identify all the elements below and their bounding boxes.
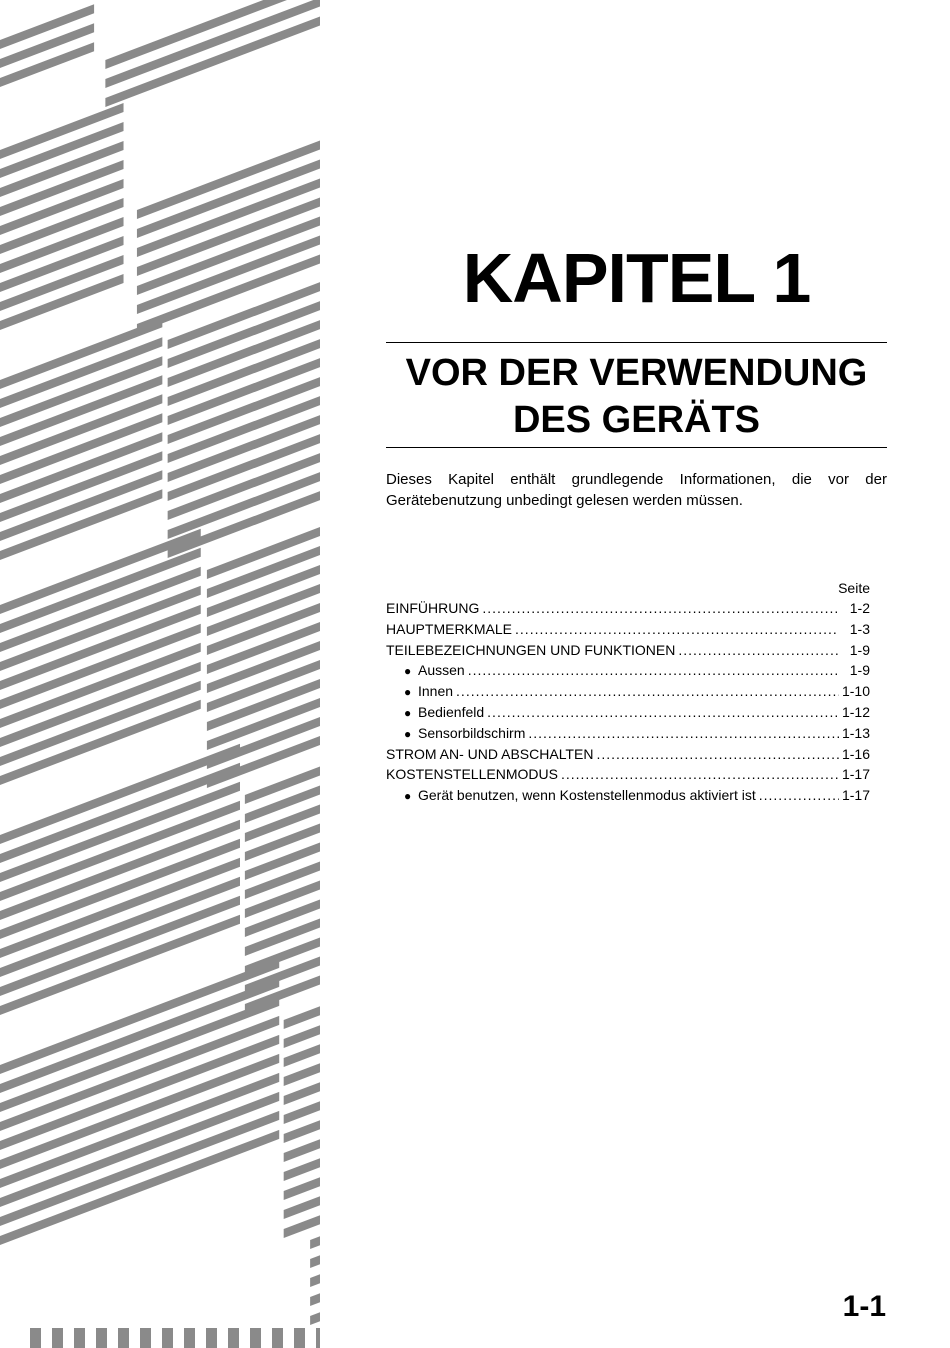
toc-entry-label: Bedienfeld	[418, 703, 485, 720]
stripe-bar	[140, 1328, 151, 1348]
stripe	[137, 235, 320, 314]
toc-entry[interactable]	[386, 704, 870, 725]
subtitle-line-1: VOR DER VERWENDUNG	[405, 352, 868, 394]
toc-entry-page: 1-3	[849, 620, 870, 637]
toc-entry-label: STROM AN- UND ABSCHALTEN	[386, 745, 594, 762]
stripe	[310, 1293, 320, 1306]
stripe-bar	[118, 1328, 129, 1348]
chapter-title: KAPITEL 1	[462, 239, 811, 317]
toc-entry-page: 1-17	[841, 766, 870, 783]
stripe-bar	[294, 1328, 305, 1348]
stripe	[284, 1101, 320, 1124]
toc-entry-page: 1-10	[841, 683, 870, 700]
title-rule-bottom	[386, 447, 887, 448]
toc-entry-label: HAUPTMERKMALE	[386, 620, 513, 637]
stripe	[137, 216, 320, 295]
stripe	[284, 1215, 320, 1238]
stripe	[284, 1025, 320, 1048]
stripe-bar	[162, 1328, 173, 1348]
bullet-icon: ●	[404, 705, 412, 720]
toc-leader-dots	[678, 642, 839, 658]
toc-leader-dots	[456, 683, 839, 699]
subtitle-line-2: DES GERÄTS	[512, 399, 761, 441]
stripe	[284, 1158, 320, 1181]
toc-entry-label: KOSTENSTELLENMODUS	[386, 766, 558, 783]
stripe-bar	[74, 1328, 85, 1348]
toc-entry[interactable]	[386, 621, 870, 642]
toc-leader-dots	[528, 725, 839, 741]
stripe	[284, 1044, 320, 1067]
toc-leader-dots	[596, 746, 839, 762]
toc-page-header: Seite	[838, 580, 870, 596]
stripe	[310, 1236, 320, 1249]
stripe-bar	[206, 1328, 217, 1348]
chapter-intro: Dieses Kapitel enthält grundlegende Informationen, die vor der Gerätebenutzung unbedingt gelesen werden müssen.	[386, 471, 887, 509]
bullet-icon: ●	[404, 789, 412, 804]
toc-entry[interactable]	[386, 746, 870, 767]
toc-entry-label: TEILEBEZEICHNUNGEN UND FUNKTIONEN	[386, 641, 676, 658]
toc-leader-dots	[468, 662, 839, 678]
bullet-icon: ●	[404, 726, 412, 741]
stripe	[284, 1006, 320, 1029]
stripe	[284, 1177, 320, 1200]
stripe-bar	[250, 1328, 261, 1348]
toc-entry[interactable]	[386, 600, 870, 621]
toc-entry[interactable]	[386, 683, 870, 704]
title-rule-top	[386, 342, 887, 343]
toc-entry-label: Aussen	[418, 662, 465, 679]
toc-entry-page: 1-17	[841, 787, 870, 804]
bullet-icon: ●	[404, 664, 412, 679]
toc-entry-page: 1-13	[841, 724, 870, 741]
stripe-bar	[52, 1328, 63, 1348]
stripe	[137, 140, 320, 219]
stripe-bar	[96, 1328, 107, 1348]
stripe	[105, 16, 320, 107]
toc-entry-label: Innen	[418, 683, 454, 700]
toc-leader-dots	[482, 600, 839, 616]
stripe	[137, 178, 320, 257]
toc-leader-dots	[759, 787, 839, 803]
stripe	[284, 1139, 320, 1162]
stripe	[137, 159, 320, 238]
bullet-icon: ●	[404, 685, 412, 700]
toc-entry-label: EINFÜHRUNG	[386, 600, 480, 616]
stripe-bar	[228, 1328, 239, 1348]
stripe	[284, 1196, 320, 1219]
toc-entry-page: 1-2	[849, 600, 870, 616]
stripe	[105, 0, 320, 88]
toc-entry[interactable]	[386, 662, 870, 683]
toc-entry[interactable]	[386, 766, 870, 787]
stripe-bar	[184, 1328, 195, 1348]
stripe-bar	[30, 1328, 41, 1348]
stripe	[310, 1274, 320, 1287]
stripe	[284, 1063, 320, 1086]
stripe-bar	[272, 1328, 283, 1348]
table-of-contents	[386, 600, 870, 808]
stripe	[310, 1255, 320, 1268]
stripe-bar	[316, 1328, 320, 1348]
toc-entry-label: Gerät benutzen, wenn Kostenstellenmodus aktiviert ist	[418, 787, 756, 804]
decorative-stripe-panel	[0, 0, 320, 1348]
toc-entry[interactable]	[386, 642, 870, 663]
toc-entry[interactable]	[386, 725, 870, 746]
stripe	[284, 1120, 320, 1143]
page-number: 1-1	[842, 1290, 886, 1323]
stripe	[310, 1312, 320, 1325]
toc-leader-dots	[515, 621, 839, 637]
toc-entry-label: Sensorbildschirm	[418, 724, 526, 741]
stripe	[137, 197, 320, 276]
stripe	[284, 1082, 320, 1105]
toc-leader-dots	[487, 704, 839, 720]
chapter-subtitle	[386, 350, 887, 444]
toc-entry[interactable]	[386, 787, 870, 808]
toc-entry-page: 1-16	[841, 745, 870, 762]
toc-leader-dots	[561, 766, 839, 782]
toc-entry-page: 1-9	[849, 641, 870, 658]
toc-entry-page: 1-12	[841, 703, 870, 720]
toc-entry-page: 1-9	[849, 662, 870, 679]
